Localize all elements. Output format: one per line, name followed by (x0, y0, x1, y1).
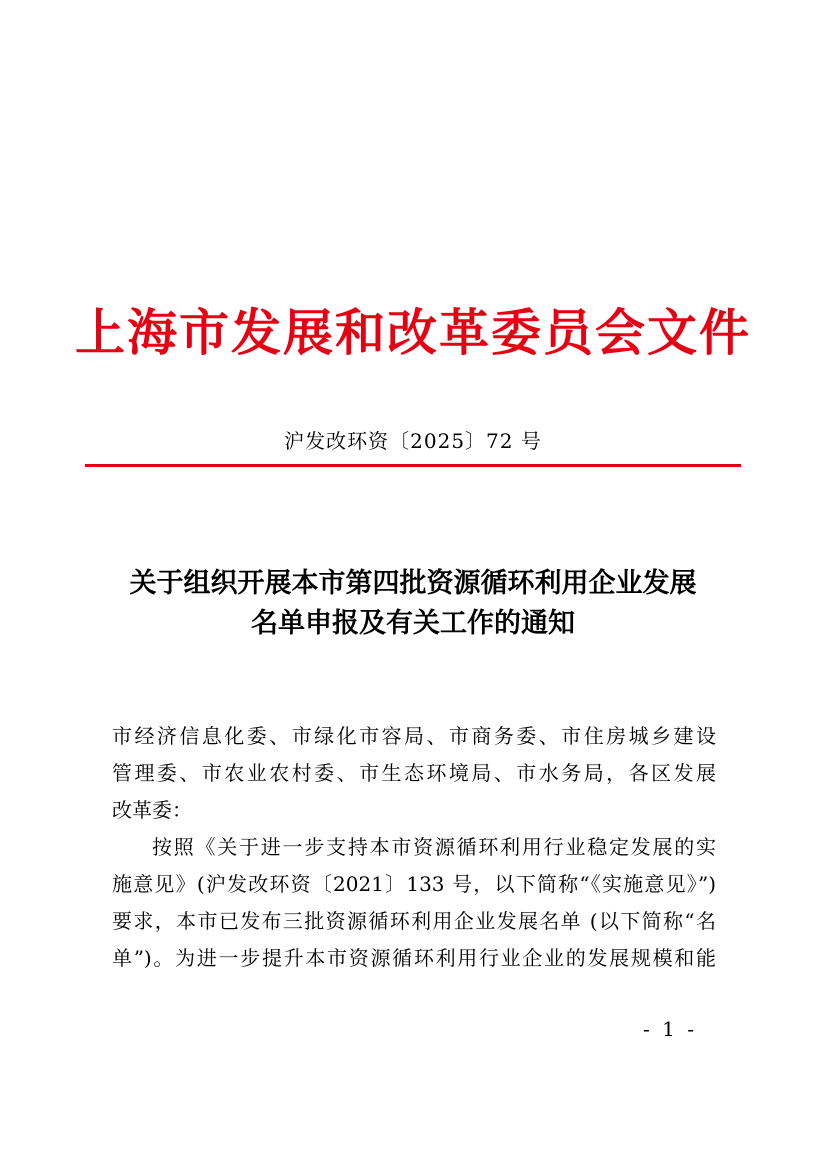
addressee-line-1: 市经济信息化委、市绿化市容局、市商务委、市住房城乡建设 (112, 724, 716, 748)
body-text (112, 718, 716, 977)
addressee-line-2: 管理委、市农业农村委、市生态环境局、市水务局，各区发展 (112, 761, 716, 785)
issuer-title: 上海市发展和改革委员会文件 (75, 303, 751, 362)
paragraph-line-1: 按照《关于进一步支持本市资源循环利用行业稳定发展的实 (152, 835, 716, 859)
paragraph-line-2: 施意见》(沪发改环资〔2021〕133 号，以下简称“《实施意见》”) (112, 872, 716, 896)
red-divider-line (85, 464, 741, 467)
paragraph-line-4: 单”)。为进一步提升本市资源循环利用行业企业的发展规模和能 (112, 946, 716, 970)
notice-title (60, 564, 766, 644)
page-number: - 1 - (643, 1017, 697, 1041)
paragraph-line-3: 要求，本市已发布三批资源循环利用企业发展名单 (以下简称“名 (112, 909, 716, 933)
document-number: 沪发改环资〔2025〕72 号 (284, 429, 542, 453)
addressee-line-3: 改革委： (112, 798, 192, 822)
notice-title-line-2: 名单申报及有关工作的通知 (251, 608, 575, 639)
notice-title-line-1: 关于组织开展本市第四批资源循环利用企业发展 (129, 568, 697, 599)
